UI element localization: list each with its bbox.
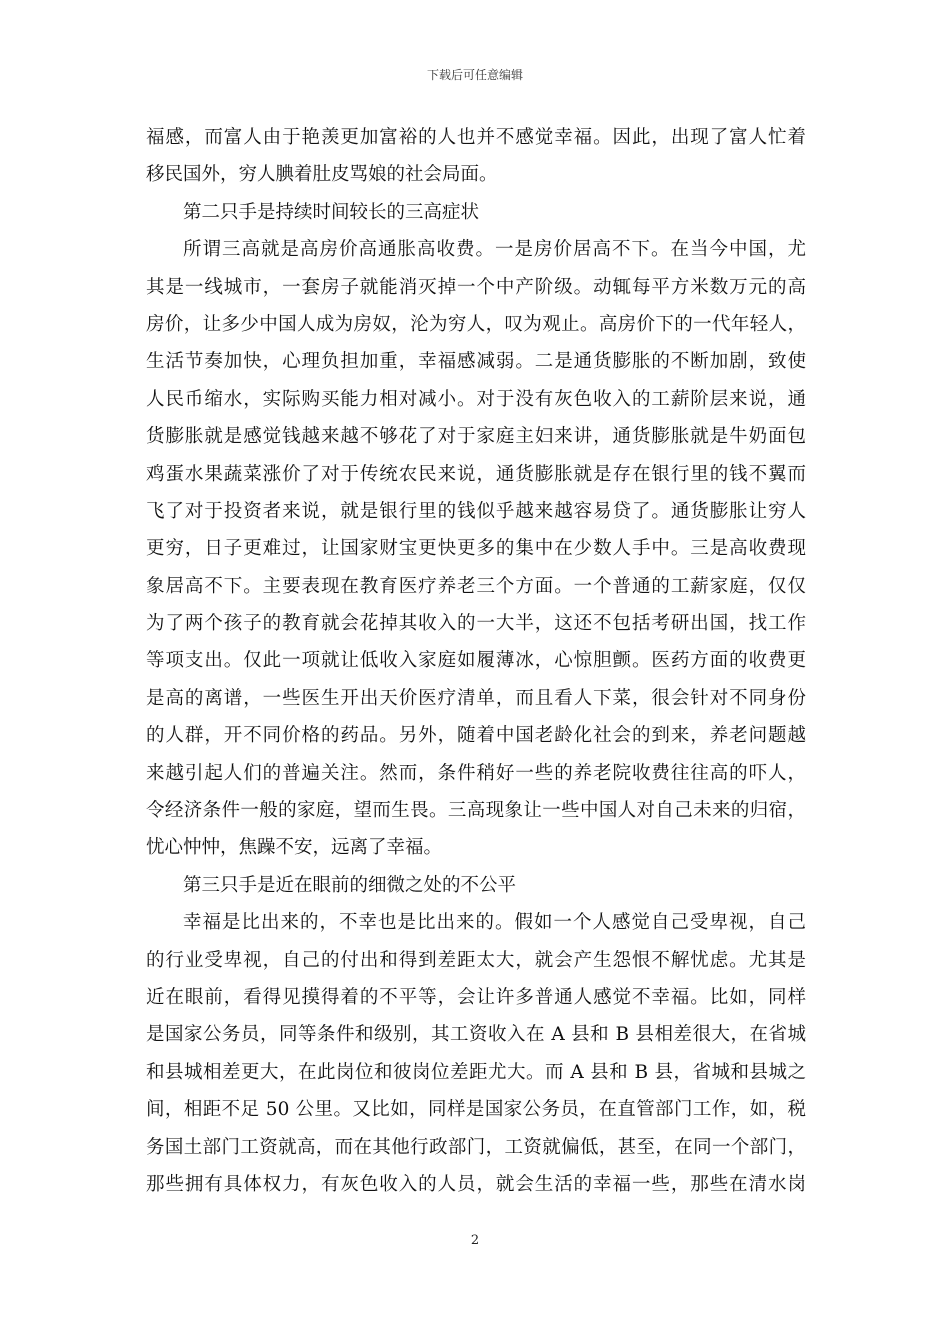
text-line: 务国土部门工资就高，而在其他行政部门，工资就偏低，甚至，在同一个部门，	[146, 1136, 806, 1158]
text-line: 飞了对于投资者来说，就是银行里的钱似乎越来越容易贷了。通货膨胀让穷人	[146, 500, 806, 522]
section-heading: 第二只手是持续时间较长的三高症状	[183, 201, 480, 223]
text-line: 是高的离谱，一些医生开出天价医疗清单，而且看人下菜，很会针对不同身份	[146, 687, 806, 709]
text-line: 其是一线城市，一套房子就能消灭掉一个中产阶级。动辄每平方米数万元的高	[146, 276, 806, 298]
page-number: 2	[470, 1233, 480, 1248]
text-line: 更穷，日子更难过，让国家财宝更快更多的集中在少数人手中。三是高收费现	[146, 538, 806, 560]
text-line: 来越引起人们的普遍关注。然而，条件稍好一些的养老院收费往往高的吓人，	[146, 762, 806, 784]
text-line: 令经济条件一般的家庭，望而生畏。三高现象让一些中国人对自己未来的归宿，	[146, 800, 806, 822]
text-line: 近在眼前，看得见摸得着的不平等，会让许多普通人感觉不幸福。比如，同样	[146, 986, 806, 1008]
text-line: 所谓三高就是高房价高通胀高收费。一是房价居高不下。在当今中国，尤	[183, 239, 806, 261]
text-line: 象居高不下。主要表现在教育医疗养老三个方面。一个普通的工薪家庭，仅仅	[146, 575, 806, 597]
text-line: 幸福是比出来的，不幸也是比出来的。假如一个人感觉自己受卑视，自己	[183, 912, 806, 934]
text-line: 移民国外，穷人腆着肚皮骂娘的社会局面。	[146, 164, 498, 186]
text-line: 和县城相差更大，在此岗位和彼岗位差距尤大。而 A 县和 B 县，省城和县城之	[146, 1061, 806, 1083]
text-line: 福感，而富人由于艳羡更加富裕的人也并不感觉幸福。因此，出现了富人忙着	[146, 127, 806, 148]
text-line: 间，相距不足 50 公里。又比如，同样是国家公务员，在直管部门工作，如，税	[146, 1099, 806, 1121]
text-line: 货膨胀就是感觉钱越来越不够花了对于家庭主妇来讲，通货膨胀就是牛奶面包	[146, 426, 806, 448]
text-line: 等项支出。仅此一项就让低收入家庭如履薄冰，心惊胆颤。医药方面的收费更	[146, 650, 806, 672]
text-line: 是国家公务员，同等条件和级别，其工资收入在 A 县和 B 县相差很大，在省城	[146, 1024, 806, 1046]
text-line: 那些拥有具体权力，有灰色收入的人员，就会生活的幸福一些，那些在清水岗	[146, 1173, 806, 1195]
text-line: 的行业受卑视，自己的付出和得到差距太大，就会产生怨恨不解忧虑。尤其是	[146, 949, 806, 971]
text-line: 人民币缩水，实际购买能力相对减小。对于没有灰色收入的工薪阶层来说，通	[146, 388, 806, 410]
text-line: 房价，让多少中国人成为房奴，沦为穷人，叹为观止。高房价下的一代年轻人，	[146, 313, 806, 335]
text-line: 鸡蛋水果蔬菜涨价了对于传统农民来说，通货膨胀就是存在银行里的钱不翼而	[146, 463, 806, 485]
text-line: 生活节奏加快，心理负担加重，幸福感减弱。二是通货膨胀的不断加剧，致使	[146, 351, 806, 373]
section-heading: 第三只手是近在眼前的细微之处的不公平	[183, 874, 517, 896]
text-line: 的人群，开不同价格的药品。另外，随着中国老龄化社会的到来，养老问题越	[146, 725, 806, 747]
page-header: 下载后可任意编辑	[426, 68, 523, 82]
text-line: 为了两个孩子的教育就会花掉其收入的一大半，这还不包括考研出国，找工作	[146, 613, 806, 635]
document-body	[146, 119, 806, 1203]
text-line: 忧心忡忡，焦躁不安，远离了幸福。	[146, 837, 443, 859]
